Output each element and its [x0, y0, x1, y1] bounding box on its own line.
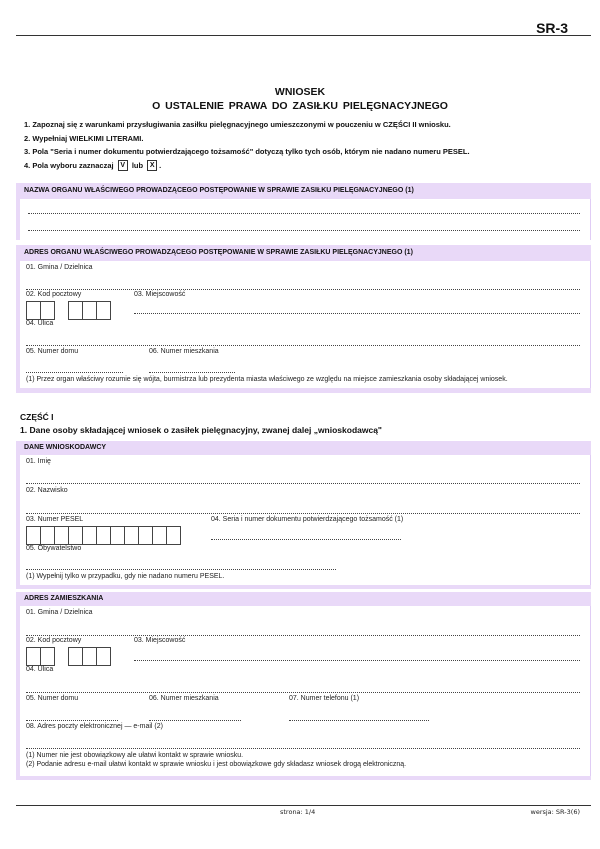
citizenship-input[interactable] — [26, 569, 336, 570]
top-divider — [16, 35, 591, 36]
page-number: strona: 1/4 — [280, 808, 316, 816]
house-number-label: 05. Numer domu — [26, 348, 79, 355]
section-header: ADRES ORGANU WŁAŚCIWEGO PROWADZĄCEGO POSTĘPOWANIE W SPRAWIE ZASIŁKU PIELĘGNACYJNEGO (1) — [24, 249, 413, 256]
apartment-number-label: 06. Numer mieszkania — [149, 348, 219, 355]
street-label: 04. Ulica — [26, 320, 54, 327]
street-label: 04. Ulica — [26, 666, 54, 673]
street-input[interactable] — [26, 692, 580, 693]
gmina-input[interactable] — [26, 635, 580, 636]
title-line-1: WNIOSEK — [274, 86, 326, 98]
organ-name-section — [16, 183, 591, 240]
city-label: 03. Miejscowość — [134, 637, 186, 644]
id-document-label: 04. Seria i numer dokumentu potwierdzającego tożsamość (1) — [211, 516, 404, 523]
footnote-1: (1) Numer nie jest obowiązkowy ale ułatwi kontakt w sprawie wniosku. — [26, 752, 244, 759]
footnote: (1) Przez organ właściwy rozumie się wójta, burmistrza lub prezydenta miasta właściwego ze względu na miejsce zamieszkania osoby składającej wniosek. — [26, 376, 508, 383]
id-document-input[interactable] — [211, 539, 401, 540]
form-code: SR-3 — [536, 20, 568, 36]
pesel-input[interactable] — [26, 526, 181, 545]
first-name-input[interactable] — [26, 483, 580, 484]
postal-code-label: 02. Kod pocztowy — [26, 291, 82, 298]
residence-section — [16, 592, 591, 780]
apartment-number-label: 06. Numer mieszkania — [149, 695, 219, 702]
city-label: 03. Miejscowość — [134, 291, 186, 298]
checkbox-x-example-icon: X — [147, 160, 157, 171]
bottom-divider — [16, 805, 591, 806]
gmina-label: 01. Gmina / Dzielnica — [26, 609, 93, 616]
instruction-3: 3. Pola "Seria i numer dokumentu potwierdzającego tożsamość" dotyczą tylko tych osób, którym nie nadano numeru PESEL. — [24, 147, 470, 156]
instruction-1: 1. Zapoznaj się z warunkami przysługiwania zasiłku pielęgnacyjnego umieszczonymi w pouczeniu w CZĘŚCI II wniosku. — [24, 120, 451, 129]
house-number-input[interactable] — [26, 372, 123, 373]
first-name-label: 01. Imię — [26, 458, 51, 465]
email-input[interactable] — [26, 748, 580, 749]
last-name-input[interactable] — [26, 513, 580, 514]
email-label: 08. Adres poczty elektronicznej — e-mail (2) — [26, 723, 163, 730]
section-header: DANE WNIOSKODAWCY — [24, 444, 107, 451]
instruction-2: 2. Wypełniaj WIELKIMI LITERAMI. — [24, 133, 144, 143]
city-input[interactable] — [134, 660, 580, 661]
instruction-4: 4. Pola wyboru zaznaczaj V lub X . — [24, 160, 162, 170]
last-name-label: 02. Nazwisko — [26, 487, 68, 494]
phone-input[interactable] — [289, 720, 429, 721]
section-header: ADRES ZAMIESZKANIA — [24, 595, 104, 602]
organ-address-section — [16, 245, 591, 393]
gmina-input[interactable] — [26, 289, 580, 290]
footnote: (1) Wypełnij tylko w przypadku, gdy nie nadano numeru PESEL. — [26, 573, 225, 580]
part-subtitle: 1. Dane osoby składającej wniosek o zasiłek pielęgnacyjny, zwanej dalej „wnioskodawcą" — [20, 425, 382, 435]
postal-code-input-prefix[interactable] — [26, 301, 55, 320]
postal-code-input-suffix[interactable] — [68, 647, 111, 666]
applicant-section — [16, 441, 591, 589]
apartment-number-input[interactable] — [149, 720, 241, 721]
apartment-number-input[interactable] — [149, 372, 235, 373]
page-title — [0, 85, 600, 113]
instructions — [24, 118, 470, 172]
postal-code-input-prefix[interactable] — [26, 647, 55, 666]
phone-label: 07. Numer telefonu (1) — [289, 695, 360, 702]
part-title: CZĘŚĆ I — [20, 412, 54, 422]
title-line-2: O USTALENIE PRAWA DO ZASIŁKU PIELĘGNACYJNEGO — [152, 100, 448, 112]
organ-name-input-line-1[interactable] — [28, 213, 580, 214]
street-input[interactable] — [26, 345, 580, 346]
checkbox-v-example-icon: V — [118, 160, 128, 171]
citizenship-label: 05. Obywatelstwo — [26, 545, 82, 552]
pesel-label: 03. Numer PESEL — [26, 516, 84, 523]
city-input[interactable] — [134, 313, 580, 314]
organ-name-input-line-2[interactable] — [28, 230, 580, 231]
house-number-input[interactable] — [26, 720, 118, 721]
section-header: NAZWA ORGANU WŁAŚCIWEGO PROWADZĄCEGO POSTĘPOWANIE W SPRAWIE ZASIŁKU PIELĘGNACYJNEGO (1) — [24, 187, 414, 194]
postal-code-input-suffix[interactable] — [68, 301, 111, 320]
footnote-2: (2) Podanie adresu e-mail ułatwi kontakt w sprawie wniosku i jest obowiązkowe gdy składasz wniosek drogą elektroniczną. — [26, 761, 407, 768]
postal-code-label: 02. Kod pocztowy — [26, 637, 82, 644]
form-version: wersja: SR-3(6) — [530, 808, 580, 816]
house-number-label: 05. Numer domu — [26, 695, 79, 702]
gmina-label: 01. Gmina / Dzielnica — [26, 264, 93, 271]
